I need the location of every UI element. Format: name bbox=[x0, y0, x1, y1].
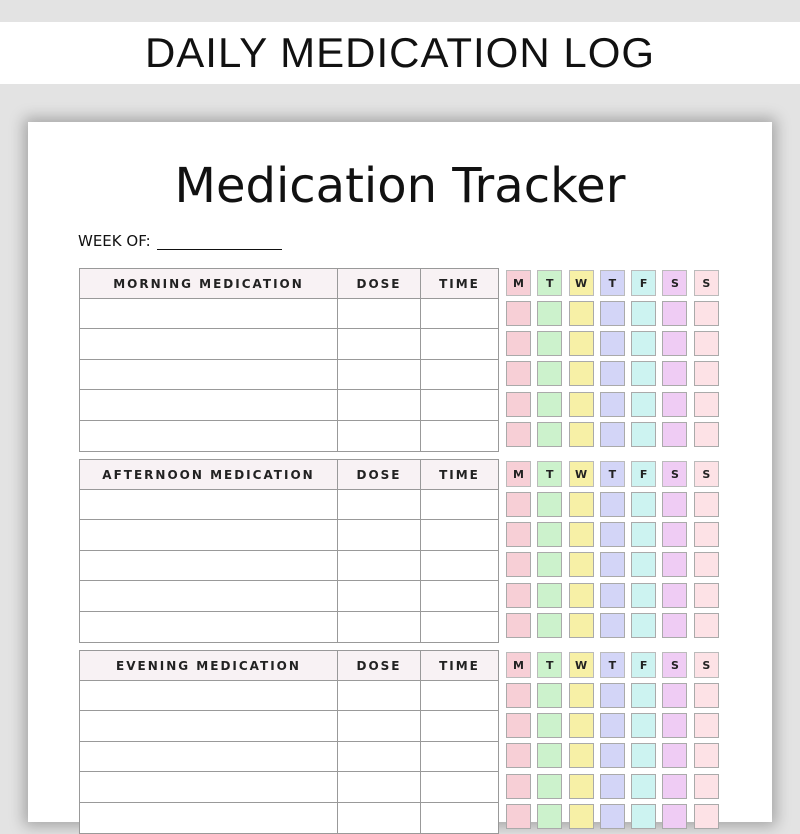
day-checkbox bbox=[662, 361, 687, 386]
dose-column-header: DOSE bbox=[338, 651, 421, 680]
day-checkbox bbox=[506, 583, 531, 608]
table-header bbox=[80, 460, 498, 490]
medication-name-cell bbox=[80, 772, 338, 801]
day-checkbox bbox=[600, 774, 625, 799]
day-checkbox bbox=[662, 713, 687, 738]
medication-name-cell bbox=[80, 711, 338, 740]
medication-name-cell bbox=[80, 612, 338, 642]
day-checkbox bbox=[537, 613, 562, 638]
dose-cell bbox=[338, 329, 421, 358]
table-row bbox=[80, 421, 498, 451]
day-checkbox bbox=[600, 683, 625, 708]
day-checkbox bbox=[569, 583, 594, 608]
table-row bbox=[80, 329, 498, 359]
day-checkbox bbox=[537, 492, 562, 517]
weekday-label: T bbox=[537, 652, 562, 678]
medication-table bbox=[79, 459, 499, 643]
table-row bbox=[80, 390, 498, 420]
day-checkbox bbox=[631, 743, 656, 768]
checkbox-row bbox=[506, 328, 725, 358]
day-checkbox bbox=[631, 361, 656, 386]
dose-cell bbox=[338, 360, 421, 389]
time-cell bbox=[421, 490, 498, 519]
table-row bbox=[80, 742, 498, 772]
medication-name-cell bbox=[80, 742, 338, 771]
dose-cell bbox=[338, 803, 421, 833]
weekday-checkbox-grid bbox=[506, 268, 725, 450]
day-checkbox bbox=[631, 683, 656, 708]
day-checkbox bbox=[506, 392, 531, 417]
day-checkbox bbox=[569, 743, 594, 768]
day-checkbox bbox=[694, 713, 719, 738]
table-row bbox=[80, 612, 498, 642]
day-checkbox bbox=[537, 392, 562, 417]
day-checkbox bbox=[694, 613, 719, 638]
weekday-label: T bbox=[537, 461, 562, 487]
checkbox-row bbox=[506, 680, 725, 710]
day-checkbox bbox=[537, 422, 562, 447]
weekday-checkbox-grid bbox=[506, 650, 725, 832]
weekday-label: T bbox=[537, 270, 562, 296]
table-header bbox=[80, 651, 498, 681]
day-checkbox bbox=[506, 743, 531, 768]
day-checkbox bbox=[662, 583, 687, 608]
day-checkbox bbox=[600, 301, 625, 326]
document-title: Medication Tracker bbox=[174, 158, 626, 214]
weekday-label: W bbox=[569, 652, 594, 678]
day-checkbox bbox=[694, 583, 719, 608]
day-checkbox bbox=[569, 392, 594, 417]
medication-table bbox=[79, 650, 499, 834]
dose-cell bbox=[338, 551, 421, 580]
table-row bbox=[80, 551, 498, 581]
time-cell bbox=[421, 742, 498, 771]
day-checkbox bbox=[694, 392, 719, 417]
checkbox-row bbox=[506, 389, 725, 419]
weekday-label: T bbox=[600, 461, 625, 487]
day-checkbox bbox=[600, 331, 625, 356]
day-checkbox bbox=[694, 683, 719, 708]
checkbox-row bbox=[506, 710, 725, 740]
time-column-header: TIME bbox=[439, 658, 480, 673]
day-checkbox bbox=[569, 301, 594, 326]
table-header bbox=[80, 269, 498, 299]
time-cell bbox=[421, 772, 498, 801]
day-checkbox bbox=[662, 804, 687, 829]
checkbox-row bbox=[506, 420, 725, 450]
weekday-label: S bbox=[694, 652, 719, 678]
day-checkbox bbox=[569, 422, 594, 447]
day-checkbox bbox=[569, 613, 594, 638]
weekday-header-row bbox=[506, 268, 725, 298]
weekday-label: W bbox=[569, 270, 594, 296]
time-cell bbox=[421, 681, 498, 710]
table-row bbox=[80, 299, 498, 329]
day-checkbox bbox=[694, 492, 719, 517]
day-checkbox bbox=[537, 361, 562, 386]
weekday-label: M bbox=[506, 270, 531, 296]
checkbox-row bbox=[506, 771, 725, 801]
day-checkbox bbox=[537, 774, 562, 799]
checkbox-row bbox=[506, 519, 725, 549]
weekday-header-row bbox=[506, 459, 725, 489]
day-checkbox bbox=[506, 683, 531, 708]
medication-name-cell bbox=[80, 551, 338, 580]
day-checkbox bbox=[506, 301, 531, 326]
day-checkbox bbox=[506, 422, 531, 447]
checkbox-row bbox=[506, 359, 725, 389]
table-row bbox=[80, 490, 498, 520]
day-checkbox bbox=[569, 331, 594, 356]
day-checkbox bbox=[569, 552, 594, 577]
day-checkbox bbox=[537, 522, 562, 547]
weekday-label: M bbox=[506, 652, 531, 678]
table-row bbox=[80, 520, 498, 550]
day-checkbox bbox=[506, 361, 531, 386]
week-of-field bbox=[78, 232, 282, 250]
day-checkbox bbox=[569, 522, 594, 547]
day-checkbox bbox=[631, 713, 656, 738]
table-row bbox=[80, 772, 498, 802]
medication-name-cell bbox=[80, 520, 338, 549]
day-checkbox bbox=[569, 774, 594, 799]
day-checkbox bbox=[694, 361, 719, 386]
medication-name-cell bbox=[80, 299, 338, 328]
weekday-checkbox-grid bbox=[506, 459, 725, 641]
table-row bbox=[80, 711, 498, 741]
day-checkbox bbox=[631, 492, 656, 517]
day-checkbox bbox=[631, 392, 656, 417]
time-column-header: TIME bbox=[439, 467, 480, 482]
day-checkbox bbox=[694, 552, 719, 577]
day-checkbox bbox=[631, 583, 656, 608]
dose-cell bbox=[338, 772, 421, 801]
day-checkbox bbox=[662, 301, 687, 326]
day-checkbox bbox=[569, 804, 594, 829]
checkbox-row bbox=[506, 741, 725, 771]
time-column-header: TIME bbox=[439, 276, 480, 291]
day-checkbox bbox=[694, 774, 719, 799]
time-cell bbox=[421, 329, 498, 358]
weekday-label: M bbox=[506, 461, 531, 487]
weekday-label: F bbox=[631, 270, 656, 296]
table-row bbox=[80, 803, 498, 833]
checkbox-row bbox=[506, 550, 725, 580]
day-checkbox bbox=[662, 392, 687, 417]
checkbox-row bbox=[506, 298, 725, 328]
weekday-label: S bbox=[694, 270, 719, 296]
day-checkbox bbox=[631, 301, 656, 326]
dose-cell bbox=[338, 681, 421, 710]
banner bbox=[0, 22, 800, 84]
day-checkbox bbox=[600, 522, 625, 547]
day-checkbox bbox=[600, 613, 625, 638]
day-checkbox bbox=[600, 743, 625, 768]
medication-name-cell bbox=[80, 490, 338, 519]
time-cell bbox=[421, 520, 498, 549]
day-checkbox bbox=[600, 361, 625, 386]
medication-name-cell bbox=[80, 360, 338, 389]
section-title: AFTERNOON MEDICATION bbox=[80, 460, 338, 489]
medication-name-cell bbox=[80, 581, 338, 610]
day-checkbox bbox=[662, 522, 687, 547]
day-checkbox bbox=[600, 804, 625, 829]
table-row bbox=[80, 360, 498, 390]
day-checkbox bbox=[600, 552, 625, 577]
dose-cell bbox=[338, 520, 421, 549]
table-row bbox=[80, 581, 498, 611]
day-checkbox bbox=[537, 743, 562, 768]
day-checkbox bbox=[662, 613, 687, 638]
banner-title: DAILY MEDICATION LOG bbox=[144, 29, 656, 76]
checkbox-row bbox=[506, 489, 725, 519]
day-checkbox bbox=[537, 583, 562, 608]
day-checkbox bbox=[600, 392, 625, 417]
day-checkbox bbox=[506, 552, 531, 577]
time-cell bbox=[421, 711, 498, 740]
day-checkbox bbox=[506, 613, 531, 638]
day-checkbox bbox=[537, 301, 562, 326]
weekday-label: W bbox=[569, 461, 594, 487]
day-checkbox bbox=[631, 552, 656, 577]
day-checkbox bbox=[569, 683, 594, 708]
medication-name-cell bbox=[80, 681, 338, 710]
day-checkbox bbox=[600, 492, 625, 517]
day-checkbox bbox=[537, 331, 562, 356]
week-of-blank-line bbox=[157, 235, 282, 250]
week-of-label: WEEK OF: bbox=[78, 232, 151, 250]
day-checkbox bbox=[506, 774, 531, 799]
day-checkbox bbox=[537, 713, 562, 738]
day-checkbox bbox=[631, 613, 656, 638]
day-checkbox bbox=[694, 301, 719, 326]
weekday-label: T bbox=[600, 270, 625, 296]
medication-name-cell bbox=[80, 803, 338, 833]
time-cell bbox=[421, 390, 498, 419]
dose-cell bbox=[338, 390, 421, 419]
day-checkbox bbox=[631, 522, 656, 547]
day-checkbox bbox=[662, 422, 687, 447]
day-checkbox bbox=[506, 713, 531, 738]
day-checkbox bbox=[600, 583, 625, 608]
day-checkbox bbox=[506, 331, 531, 356]
dose-cell bbox=[338, 711, 421, 740]
time-cell bbox=[421, 421, 498, 451]
dose-cell bbox=[338, 490, 421, 519]
weekday-header-row bbox=[506, 650, 725, 680]
day-checkbox bbox=[631, 422, 656, 447]
day-checkbox bbox=[569, 713, 594, 738]
day-checkbox bbox=[662, 331, 687, 356]
time-cell bbox=[421, 551, 498, 580]
weekday-label: F bbox=[631, 461, 656, 487]
day-checkbox bbox=[662, 743, 687, 768]
day-checkbox bbox=[631, 804, 656, 829]
day-checkbox bbox=[600, 713, 625, 738]
table-row bbox=[80, 681, 498, 711]
day-checkbox bbox=[694, 522, 719, 547]
time-cell bbox=[421, 581, 498, 610]
dose-cell bbox=[338, 612, 421, 642]
dose-column-header: DOSE bbox=[338, 269, 421, 298]
time-cell bbox=[421, 360, 498, 389]
day-checkbox bbox=[506, 492, 531, 517]
weekday-label: S bbox=[662, 270, 687, 296]
day-checkbox bbox=[506, 522, 531, 547]
dose-cell bbox=[338, 742, 421, 771]
day-checkbox bbox=[631, 331, 656, 356]
day-checkbox bbox=[662, 552, 687, 577]
medication-table bbox=[79, 268, 499, 452]
checkbox-row bbox=[506, 802, 725, 832]
time-cell bbox=[421, 612, 498, 642]
time-cell bbox=[421, 803, 498, 833]
day-checkbox bbox=[694, 331, 719, 356]
dose-cell bbox=[338, 421, 421, 451]
dose-cell bbox=[338, 299, 421, 328]
checkbox-row bbox=[506, 580, 725, 610]
day-checkbox bbox=[694, 422, 719, 447]
day-checkbox bbox=[569, 492, 594, 517]
time-cell bbox=[421, 299, 498, 328]
weekday-label: T bbox=[600, 652, 625, 678]
medication-name-cell bbox=[80, 390, 338, 419]
section-title: MORNING MEDICATION bbox=[80, 269, 338, 298]
weekday-label: S bbox=[662, 652, 687, 678]
section-title: EVENING MEDICATION bbox=[80, 651, 338, 680]
checkbox-row bbox=[506, 611, 725, 641]
day-checkbox bbox=[694, 804, 719, 829]
day-checkbox bbox=[600, 422, 625, 447]
tracker-sheet bbox=[28, 122, 772, 822]
day-checkbox bbox=[506, 804, 531, 829]
day-checkbox bbox=[662, 683, 687, 708]
medication-name-cell bbox=[80, 329, 338, 358]
weekday-label: S bbox=[662, 461, 687, 487]
day-checkbox bbox=[631, 774, 656, 799]
day-checkbox bbox=[537, 804, 562, 829]
dose-cell bbox=[338, 581, 421, 610]
day-checkbox bbox=[537, 552, 562, 577]
day-checkbox bbox=[569, 361, 594, 386]
medication-name-cell bbox=[80, 421, 338, 451]
weekday-label: F bbox=[631, 652, 656, 678]
dose-column-header: DOSE bbox=[338, 460, 421, 489]
weekday-label: S bbox=[694, 461, 719, 487]
day-checkbox bbox=[694, 743, 719, 768]
day-checkbox bbox=[662, 492, 687, 517]
day-checkbox bbox=[537, 683, 562, 708]
day-checkbox bbox=[662, 774, 687, 799]
